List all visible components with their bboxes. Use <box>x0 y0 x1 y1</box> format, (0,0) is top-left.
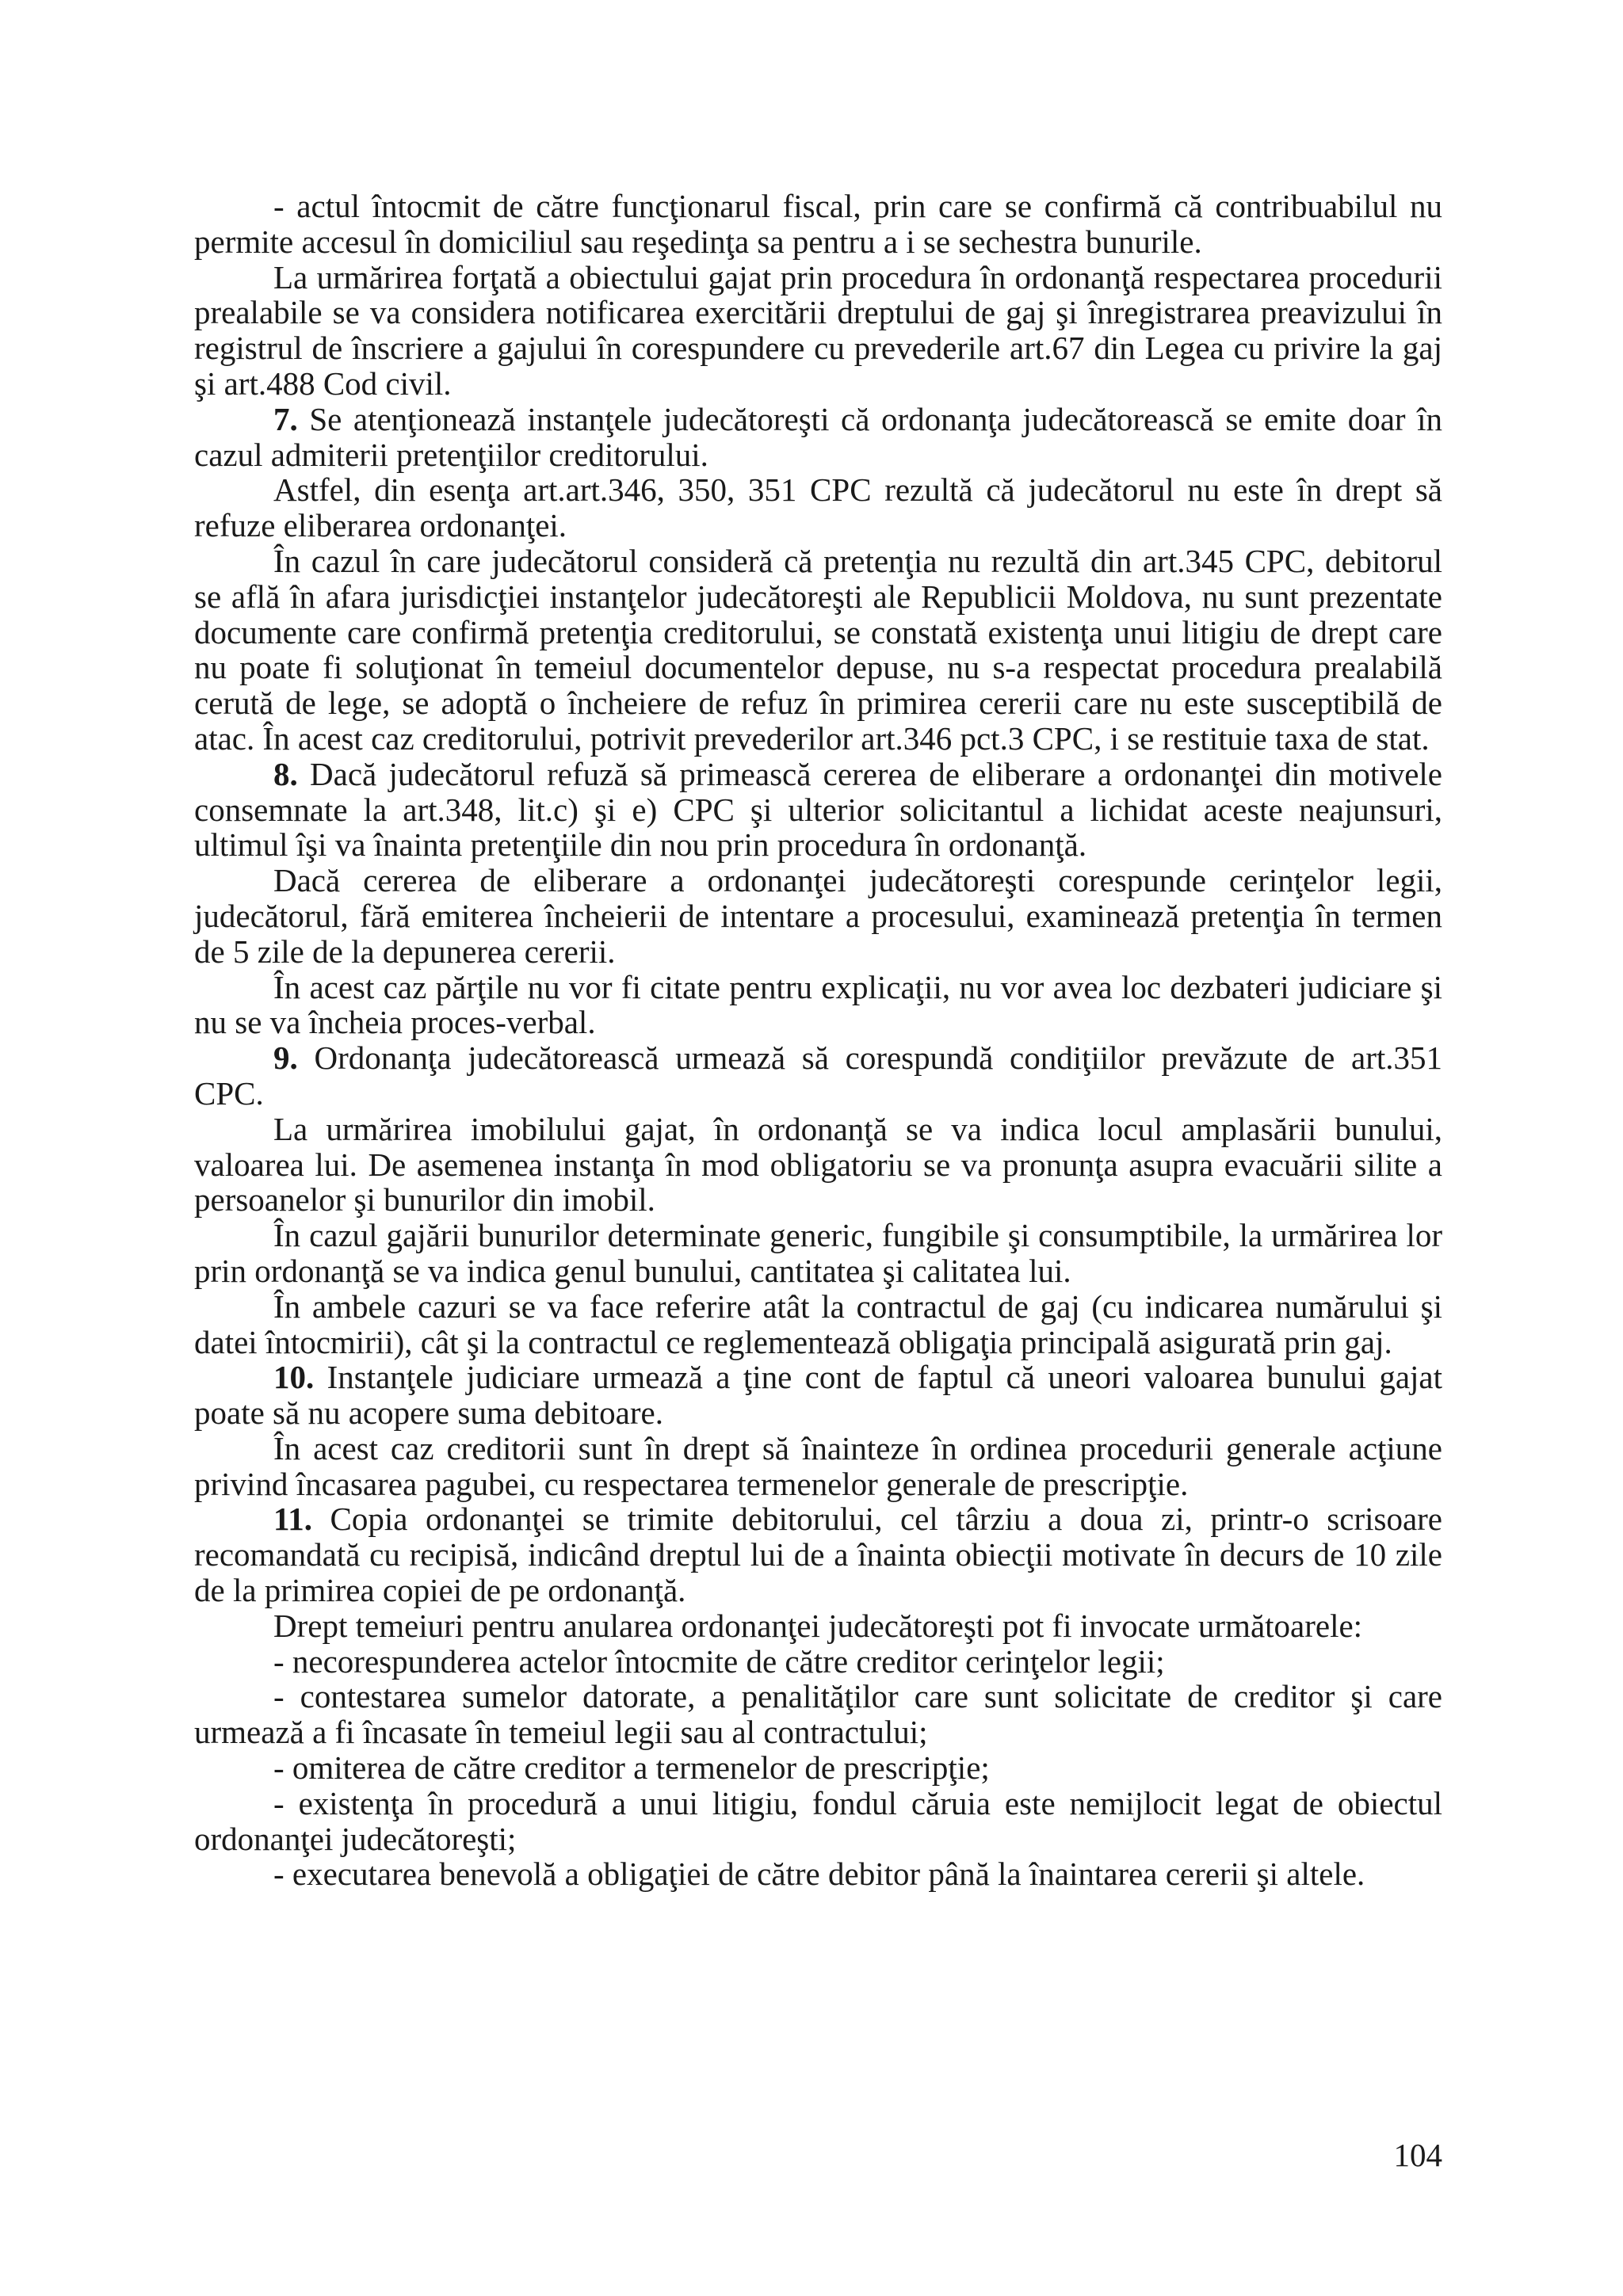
paragraph-text: Dacă cererea de eliberare a ordonanţei judecătoreşti corespunde cerinţelor legii, judecătorul, fără emiterea încheierii de intentare a procesului, examinează pretenţia în termen de 5 zile de la depunerea cererii. <box>194 862 1442 970</box>
list-item <box>194 1679 1442 1750</box>
list-item <box>194 1786 1442 1857</box>
paragraph-text: - contestarea sumelor datorate, a penalităţilor care sunt solicitate de creditor şi care urmează a fi încasate în temeiul legii sau al contractului; <box>194 1678 1442 1751</box>
paragraph-text: Se atenţionează instanţele judecătoreşti că ordonanţa judecătorească se emite doar în cazul admiterii pretenţiilor creditorului. <box>194 400 1443 473</box>
paragraph-text: În cazul în care judecătorul consideră că pretenţia nu rezultă din art.345 CPC, debitorul se află în afara jurisdicţiei instanţelor judecătoreşti ale Republicii Moldova, nu sunt prezentate documente care confirmă pretenţia creditorului, se constată existenţa unui litigiu de drept care nu poate fi soluţionat în temeiul documentelor depuse, nu s-a respectat procedura prealabilă cerută de lege, se adoptă o încheiere de refuz în primirea cererii care nu este susceptibilă de atac. În acest caz creditorului, potrivit prevederilor art.346 pct.3 CPC, i se restituie taxa de stat. <box>194 542 1442 757</box>
paragraph-text: Ordonanţa judecătorească urmează să corespundă condiţiilor prevăzute de art.351 CPC. <box>194 1039 1442 1112</box>
paragraph <box>194 543 1442 757</box>
paragraph-text: În acest caz părţile nu vor fi citate pentru explicaţii, nu vor avea loc dezbateri judiciare şi nu se va încheia proces-verbal. <box>194 968 1442 1041</box>
paragraph-numbered <box>194 1501 1442 1608</box>
paragraph <box>194 189 1442 260</box>
paragraph-text: La urmărirea forţată a obiectului gajat prin procedura în ordonanţă respectarea procedurii prealabile se va considera notificarea exercitării dreptului de gaj şi înregistrarea preavizului în registrul de înscriere a gajului în corespundere cu prevederile art.67 din Legea cu privire la gaj şi art.488 Cod civil. <box>194 258 1442 402</box>
paragraph-text: - actul întocmit de către funcţionarul fiscal, prin care se confirmă că contribuabilul nu permite accesul în domiciliul sau reşedinţa sa pentru a i se sechestra bunurile. <box>194 188 1442 260</box>
paragraph <box>194 970 1442 1041</box>
paragraph-text: În cazul gajării bunurilor determinate generic, fungibile şi consumptibile, la urmărirea lor prin ordonanţă se va indica genul bunului, cantitatea şi calitatea lui. <box>194 1217 1442 1289</box>
paragraph-numbered <box>194 1360 1442 1431</box>
paragraph-text: La urmărirea imobilului gajat, în ordonanţă se va indica locul amplasării bunului, valoarea lui. De asemenea instanţa în mod obligatoriu se va pronunţa asupra evacuării silite a persoanelor şi bunurilor din imobil. <box>194 1110 1442 1219</box>
paragraph <box>194 260 1442 402</box>
paragraph-text: Drept temeiuri pentru anularea ordonanţei judecătoreşti pot fi invocate următoarele: <box>273 1607 1363 1644</box>
paragraph-text: Instanţele judiciare urmează a ţine cont de faptul că uneori valoarea bunului gajat poate să nu acopere suma debitoare. <box>194 1359 1442 1432</box>
paragraph-numbered <box>194 757 1442 863</box>
list-item <box>194 1750 1442 1786</box>
paragraph-text: - executarea benevolă a obligaţiei de către debitor până la înaintarea cererii şi altele. <box>273 1855 1365 1893</box>
paragraph-number: 8. <box>273 755 298 792</box>
paragraph-number: 11. <box>273 1501 312 1538</box>
paragraph-number: 10. <box>273 1359 315 1396</box>
paragraph-text: Copia ordonanţei se trimite debitorului, cel târziu a doua zi, printr-o scrisoare recomandată cu recipisă, indicând dreptul lui de a înainta obiecţii motivate în decurs de 10 zile de la primirea copiei de pe ordonanţă. <box>194 1501 1442 1609</box>
paragraph <box>194 1289 1442 1360</box>
paragraph-text: - existenţa în procedură a unui litigiu, fondul căruia este nemijlocit legat de obiectul ordonanţei judecătoreşti; <box>194 1784 1442 1857</box>
paragraph-numbered <box>194 1040 1442 1112</box>
paragraph-text: - omiterea de către creditor a termenelor de prescripţie; <box>273 1749 990 1787</box>
paragraph <box>194 1431 1442 1502</box>
paragraph <box>194 1112 1442 1218</box>
paragraph <box>194 1218 1442 1289</box>
paragraph <box>194 1608 1442 1644</box>
paragraph-text: Dacă judecătorul refuză să primească cererea de eliberare a ordonanţei din motivele consemnate la art.348, lit.c) şi e) CPC şi ulterior solicitantul a lichidat aceste neajunsuri, ultimul îşi va înainta pretenţiile din nou prin procedura în ordonanţă. <box>194 755 1442 864</box>
paragraph-number: 9. <box>273 1039 298 1077</box>
paragraph-text: Astfel, din esenţa art.art.346, 350, 351 CPC rezultă că judecătorul nu este în drept să refuze eliberarea ordonanţei. <box>194 471 1442 544</box>
page-number: 104 <box>1393 2137 1442 2173</box>
list-item <box>194 1644 1442 1680</box>
paragraph-text: - necorespunderea actelor întocmite de către creditor cerinţelor legii; <box>273 1642 1165 1680</box>
list-item <box>194 1856 1442 1892</box>
paragraph-numbered <box>194 402 1442 473</box>
paragraph-number: 7. <box>273 400 298 437</box>
paragraph <box>194 472 1442 543</box>
paragraph-text: În ambele cazuri se va face referire atât la contractul de gaj (cu indicarea numărului şi datei întocmirii), cât şi la contractul ce reglementează obligaţia principală asigurată prin gaj. <box>194 1287 1442 1360</box>
paragraph-text: În acest caz creditorii sunt în drept să înainteze în ordinea procedurii generale acţiune privind încasarea pagubei, cu respectarea termenelor generale de prescripţie. <box>194 1429 1442 1502</box>
paragraph <box>194 863 1442 969</box>
document-body <box>194 189 1442 1892</box>
